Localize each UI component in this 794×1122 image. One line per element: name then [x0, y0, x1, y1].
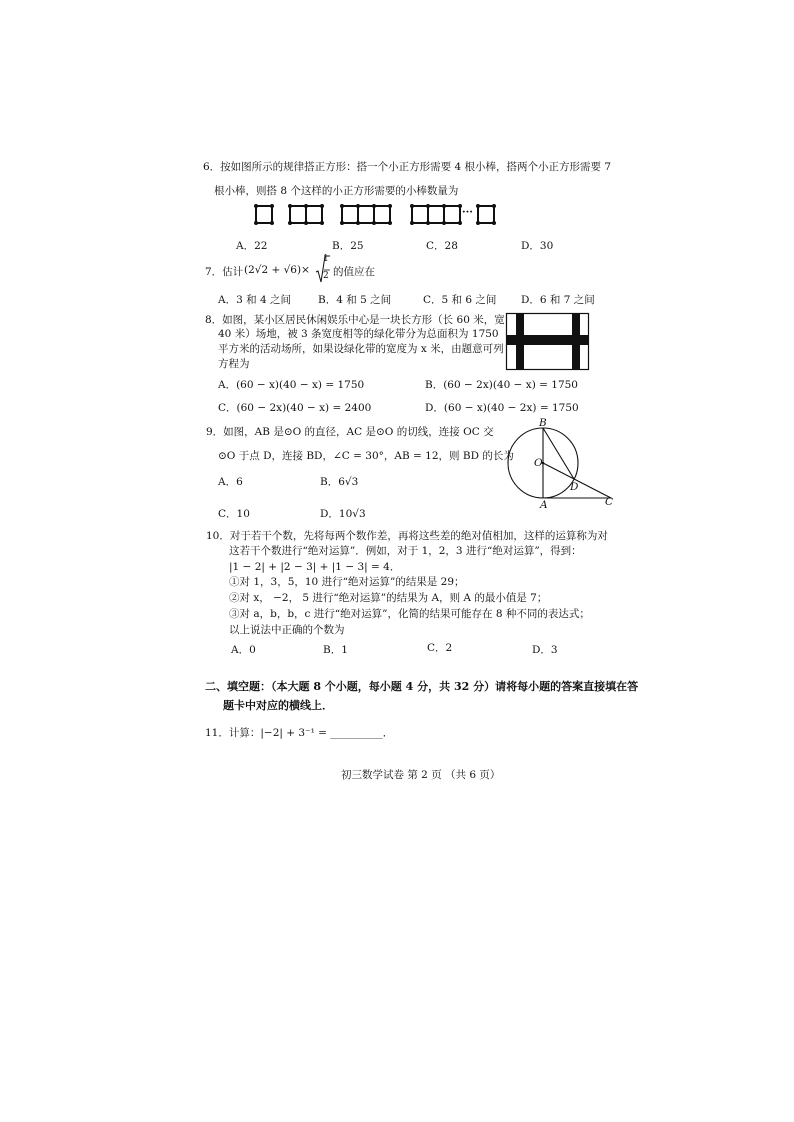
section2-heading-line2: 题卡中对应的横线上． — [223, 699, 333, 712]
q7-fraction-denominator: 2 — [323, 271, 329, 281]
point-o-label: O — [534, 457, 543, 469]
q8-line3: 平方米的活动场所，如果设绿化带的宽度为 x 米，由题意可列 — [218, 343, 504, 355]
q9-line1: 9．如图，AB 是⊙O 的直径，AC 是⊙O 的切线，连接 OC 交 — [206, 426, 494, 438]
q8-line2: 40 米）场地，被 3 条宽度相等的绿化带分为总面积为 1750 — [218, 328, 499, 340]
q10-option-a: A．0 — [231, 644, 256, 656]
q6-line2: 根小棒，则搭 8 个这样的小正方形需要的小棒数量为 — [214, 185, 459, 197]
q8-option-d: D．(60 − x)(40 − 2x) = 1750 — [425, 402, 579, 414]
q9-option-d: D．10√3 — [320, 508, 366, 520]
four-squares — [412, 206, 460, 223]
q8-option-b: B．(60 − 2x)(40 − x) = 1750 — [425, 379, 578, 391]
q10-line1: 10．对于若干个数，先将每两个数作差，再将这些差的绝对值相加，这样的运算称为对 — [206, 530, 608, 542]
rectangular-field-diagram — [506, 313, 590, 371]
q9-option-a: A．6 — [218, 476, 243, 488]
q10-option-b: B．1 — [323, 644, 348, 656]
q7-option-d: D．6 和 7 之间 — [521, 294, 595, 306]
q7-expression: (2√2 + √6)× — [244, 264, 310, 276]
q8-line4: 方程为 — [218, 358, 250, 370]
circle-tangent-diagram — [505, 419, 617, 511]
q10-option-c: C．2 — [427, 642, 453, 654]
q10-statement-3: ③对 a，b，b，c 进行“绝对运算”，化简的结果可能存在 8 种不同的表达式； — [229, 608, 590, 620]
q6-option-a: A．22 — [236, 240, 268, 252]
vertical-green-belt-left — [516, 314, 524, 370]
q7-option-b: B．4 和 5 之间 — [318, 294, 392, 306]
q8-option-c: C．(60 − 2x)(40 − x) = 2400 — [218, 402, 372, 414]
q6-option-c: C．28 — [426, 240, 458, 252]
q7-suffix: 的值应在 — [333, 266, 375, 278]
q10-line2: 这若干个数进行“绝对运算”．例如，对于 1，2，3 进行“绝对运算”，得到： — [229, 545, 582, 557]
q9-option-c: C．10 — [218, 508, 250, 520]
q11-period: ． — [382, 727, 394, 739]
q7-prefix: 7．估计 — [205, 266, 244, 278]
q6-line1: 6．按如图所示的规律搭正方形：搭一个小正方形需要 4 根小棒，搭两个小正方形需要 7 — [203, 161, 612, 173]
q6-option-b: B．25 — [332, 240, 364, 252]
point-b-label: B — [539, 417, 547, 429]
page-footer: 初三数学试卷 第 2 页 （共 6 页） — [341, 769, 501, 781]
one-square — [256, 206, 272, 223]
q10-line3: |1 − 2| + |2 − 3| + |1 − 3| = 4． — [229, 561, 401, 573]
q11-answer-blank: __________ — [330, 727, 383, 739]
q11-expression: 11．计算：|−2| + 3⁻¹ = — [205, 727, 331, 739]
q10-statement-1: ①对 1，3，5，10 进行“绝对运算”的结果是 29； — [229, 576, 465, 588]
q8-line1: 8．如图，某小区居民休闲娱乐中心是一块长方形（长 60 米，宽 — [205, 314, 505, 326]
q8-option-a: A．(60 − x)(40 − x) = 1750 — [218, 379, 365, 391]
q10-option-d: D．3 — [532, 644, 558, 656]
q11 — [205, 725, 393, 740]
q10-statement-2: ②对 x， −2， 5 进行“绝对运算”的结果为 A，则 A 的最小值是 7； — [229, 592, 548, 604]
last-square — [478, 206, 494, 223]
point-d-label: D — [570, 481, 579, 493]
q7-fraction-numerator: 1 — [323, 254, 329, 264]
three-squares — [342, 206, 390, 223]
q7-option-a: A．3 和 4 之间 — [218, 294, 291, 306]
q10-question: 以上说法中正确的个数为 — [229, 624, 345, 636]
q6-ellipsis: ··· — [462, 206, 473, 218]
q9-line2: ⊙O 于点 D，连接 BD，∠C = 30°，AB = 12，则 BD 的长为 — [218, 450, 514, 462]
q6-option-d: D．30 — [521, 240, 554, 252]
point-c-label: C — [605, 496, 614, 508]
section2-heading-line1: 二、填空题：（本大题 8 个小题，每小题 4 分，共 32 分）请将每小题的答案直接填在答 — [205, 680, 639, 693]
q9-option-b: B．6√3 — [320, 476, 359, 488]
q7-option-c: C．5 和 6 之间 — [423, 294, 497, 306]
point-a-label: A — [540, 499, 548, 511]
vertical-green-belt-right — [572, 314, 580, 370]
